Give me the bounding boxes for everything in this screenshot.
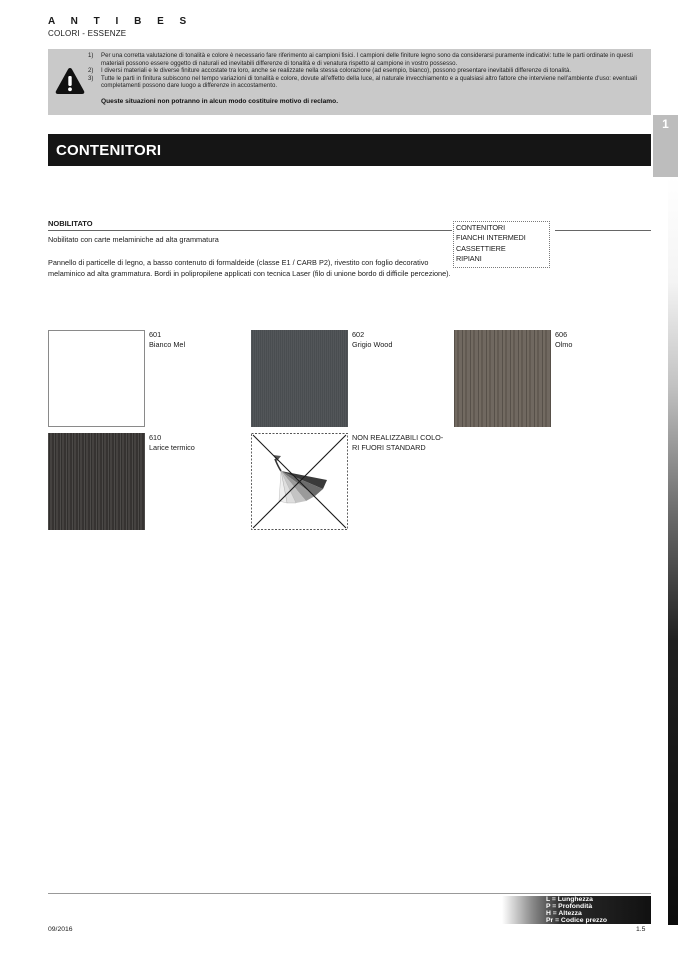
- chapter-tab-number: 1: [662, 117, 669, 131]
- note-text: I diversi materiali e le diverse finiture accostate tra loro, anche se realizzate nella stessa colorazione (ad esempio, bianco), possono presentare inevitabili differenze di tonalità.: [101, 67, 572, 75]
- divider: [48, 230, 452, 231]
- legend-item: Pr = Codice prezzo: [546, 917, 607, 924]
- swatch-code: 602: [352, 330, 365, 339]
- swatch-610: [48, 433, 145, 530]
- dimension-legend: [546, 896, 607, 924]
- swatch-label-606: [555, 330, 572, 351]
- warning-icon: [54, 66, 86, 96]
- page-number: 1.5: [636, 926, 646, 933]
- non-standard-line: RI FUORI STANDARD: [352, 443, 426, 453]
- footer-divider: [48, 893, 651, 894]
- note-number: 3): [88, 74, 94, 82]
- legend-item: P = Profondità: [546, 903, 593, 910]
- swatch-name: Grigio Wood: [352, 340, 393, 350]
- note-number: 1): [88, 52, 94, 59]
- notice-note: [88, 52, 648, 67]
- swatch-606: [454, 330, 551, 427]
- note-text: Tutte le parti in finitura subiscono nel tempo variazioni di tonalità e colore, dovute all'effetto della luce, al naturale invecchiamento e a qualsiasi altro fattore che interviene nell'ambiente d'uso: eventuali completamenti possono dare luogo a differenze in accostamento.: [101, 74, 637, 90]
- notice-note: [88, 75, 648, 90]
- swatch-label-610: [149, 433, 195, 454]
- applies-to-item: RIPIANI: [456, 253, 482, 263]
- material-title: NOBILITATO: [48, 219, 93, 228]
- notice-disclaimer: Queste situazioni non potranno in alcun modo costituire motivo di reclamo.: [101, 98, 339, 105]
- applies-to-item: CONTENITORI: [456, 223, 506, 232]
- section-title: CONTENITORI: [56, 142, 162, 159]
- notice-note: [88, 67, 648, 75]
- non-standard-line: NON REALIZZABILI COLO-: [352, 433, 444, 442]
- note-number: 2): [88, 67, 94, 75]
- non-standard-swatch: [251, 433, 348, 530]
- notice-notes: [88, 52, 648, 90]
- applies-to-box: [453, 221, 550, 268]
- applies-to-item: CASSETTIERE: [456, 243, 506, 253]
- legend-item: L = Lunghezza: [546, 896, 593, 903]
- swatch-601: [48, 330, 145, 427]
- catalog-subtitle: COLORI - ESSENZE: [48, 29, 127, 38]
- swatch-label-602: [352, 330, 392, 351]
- swatch-code: 606: [555, 330, 568, 339]
- divider: [555, 230, 651, 231]
- swatch-name: Olmo: [555, 340, 573, 350]
- material-subtitle: Nobilitato con carte melaminiche ad alta grammatura: [48, 235, 219, 244]
- brand-name: A N T I B E S: [48, 16, 193, 27]
- edition-date: 09/2016: [48, 926, 73, 933]
- legend-item: H = Altezza: [546, 910, 582, 917]
- material-description: Pannello di particelle di legno, a basso contenuto di formaldeide (classe E1 / CARB P2), rivestito con foglio decorativo melaminico ad alta grammatura. Bordi in polipropilene applicati con tecnica Laser (filo di unione bordo di difficile percezione).: [48, 258, 451, 278]
- applies-to-item: FIANCHI INTERMEDI: [456, 233, 526, 243]
- swatch-code: 601: [149, 330, 162, 339]
- side-gradient-bar: [668, 177, 678, 925]
- note-text: Per una corretta valutazione di tonalità e colore è necessario fare riferimento ai campioni fisici. I campioni delle finiture legno sono da considerarsi puramente indicativi: tutte le parti ordinate in questi materiali possono essere oggetto di naturali ed inevitabili differenze di tonalità e di venatura rispetto al campione in vostro possesso.: [101, 52, 633, 67]
- swatch-602: [251, 330, 348, 427]
- swatch-code: 610: [149, 433, 162, 442]
- non-standard-label: [352, 433, 443, 454]
- swatch-name: Larice termico: [149, 443, 195, 453]
- swatch-name: Bianco Mel: [149, 340, 186, 350]
- swatch-label-601: [149, 330, 185, 351]
